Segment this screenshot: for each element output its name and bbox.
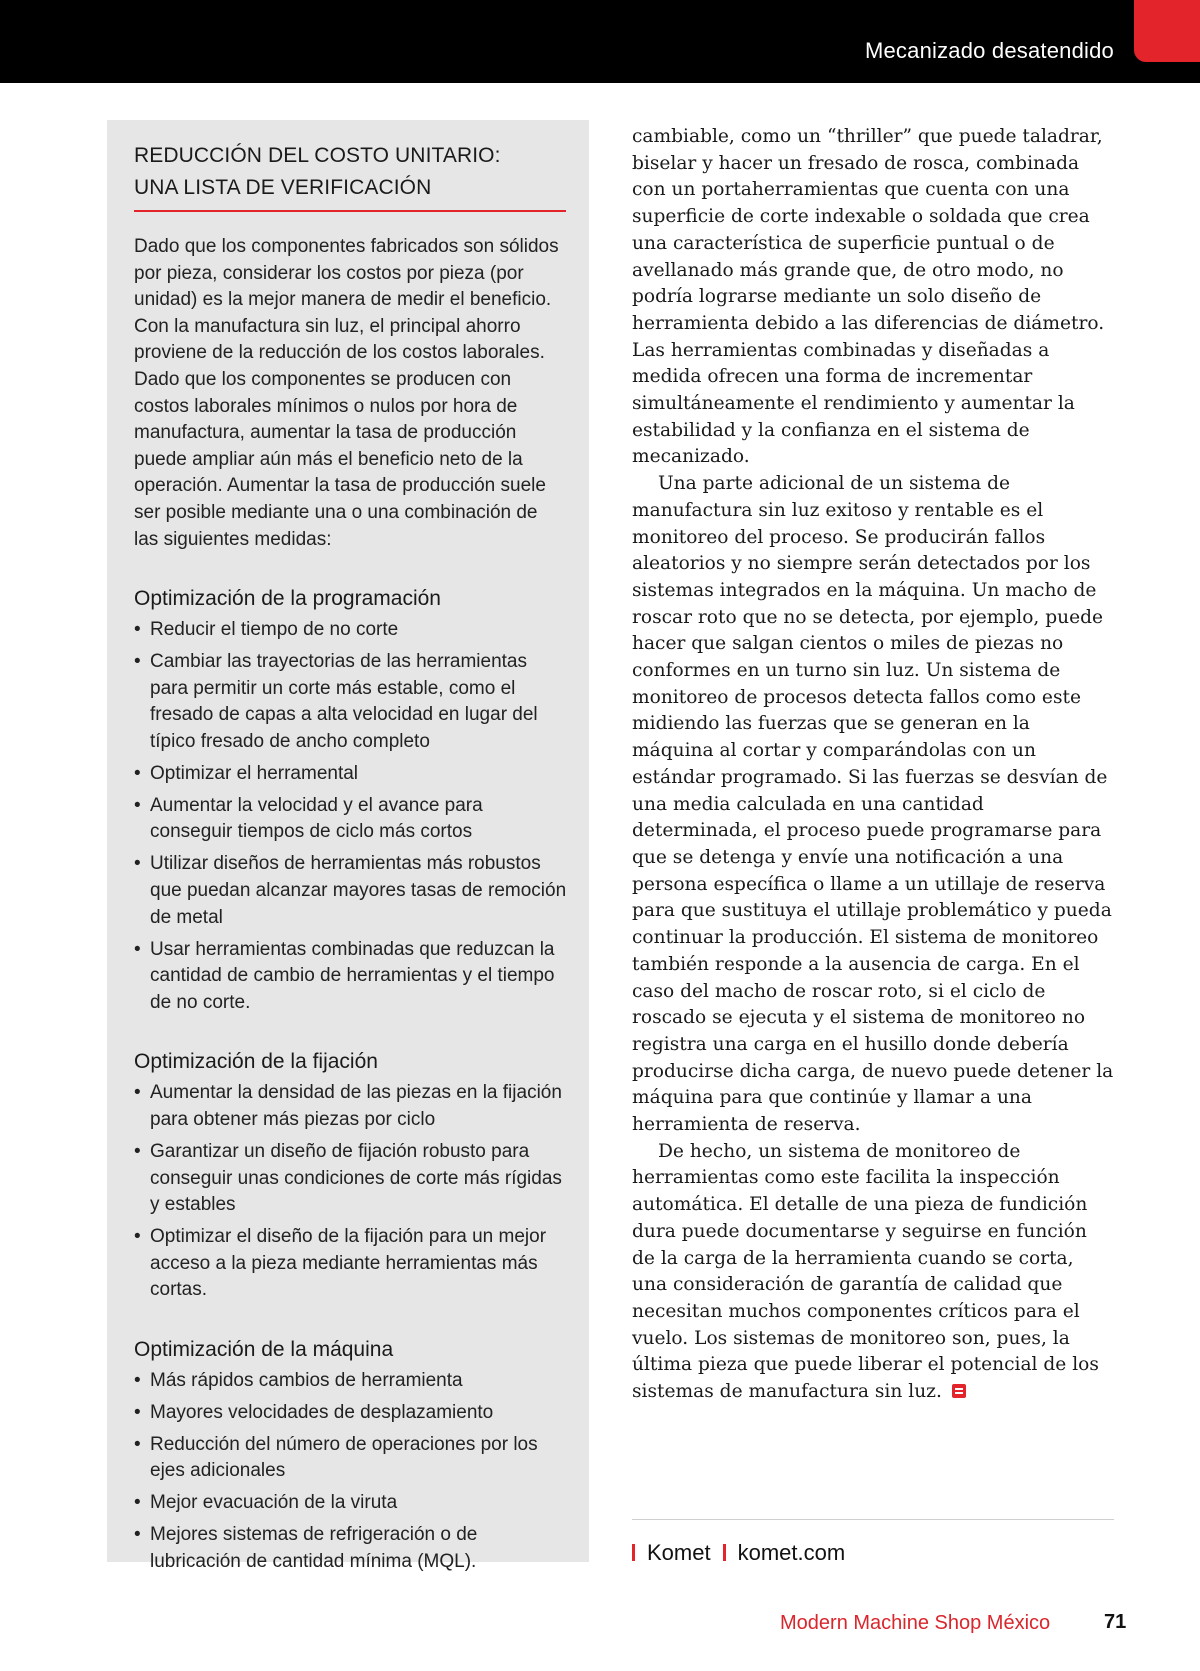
programming-list <box>134 617 567 1016</box>
list-item: • Mayores velocidades de desplazamiento <box>134 1400 567 1427</box>
list-item: • Utilizar diseños de herramientas más robustos que puedan alcanzar mayores tasas de remoción de metal <box>134 851 567 931</box>
credits-line <box>632 1540 845 1566</box>
list-item: • Reducir el tiempo de no corte <box>134 617 567 644</box>
credits-divider <box>632 1519 1114 1520</box>
sidebar-title-line-1: REDUCCIÓN DEL COSTO UNITARIO: <box>134 144 501 167</box>
article-body <box>632 124 1114 1406</box>
list-item: • Mejor evacuación de la viruta <box>134 1490 567 1517</box>
fixturing-list <box>134 1080 567 1304</box>
list-item: • Optimizar el herramental <box>134 761 567 788</box>
article-paragraph: Una parte adicional de un sistema de manufactura sin luz exitoso y rentable es el monitoreo del proceso. Se producirán fallos aleatorios y no siempre serán detectados por los sistemas integrados en la máquina. Un macho de roscar roto que no se detecta, por ejemplo, puede hacer que salgan cientos o miles de piezas no conformes en un turno sin luz. Un sistema de monitoreo de procesos detecta fallos como este midiendo las fuerzas que se generan en la máquina al cortar y comparándolas con un estándar programado. Si las fuerzas se desvían de una media calculada en una cantidad determinada, el proceso puede programarse para que se detenga y envíe una notificación a una persona específica o llame a un utillaje de reserva para que sustituya el utillaje problemático y pueda continuar la producción. El sistema de monitoreo también responde a la ausencia de carga. En el caso del macho de roscar roto, si el ciclo de roscado se ejecuta y el sistema de monitoreo no registra una carga en el husillo donde debería producirse dicha carga, de nuevo puede detener la máquina para que continúe y llamar a una herramienta de reserva. <box>632 473 1114 1136</box>
article-paragraph: cambiable, como un “thriller” que puede taladrar, biselar y hacer un fresado de rosca, combinada con un portaherramientas que cuenta con una superficie de corte indexable o soldada que crea una característica de superficie puntual o de avellanado más grande que, de otro modo, no podría lograrse mediante un solo diseño de herramienta debido a las diferencias de diámetro. Las herramientas combinadas y diseñadas a medida ofrecen una forma de incrementar simultáneamente el rendimiento y aumentar la estabilidad y la confianza en el sistema de mecanizado. <box>632 126 1105 468</box>
credit-website[interactable]: komet.com <box>737 1540 846 1565</box>
list-item: • Reducción del número de operaciones por los ejes adicionales <box>134 1432 567 1485</box>
section-heading-programming: Optimización de la programación <box>134 587 441 611</box>
checklist-sidebar <box>107 120 589 1573</box>
red-bar-icon <box>632 1544 635 1561</box>
list-item: • Mejores sistemas de refrigeración o de lubricación de cantidad mínima (MQL). <box>134 1522 567 1575</box>
sidebar-intro: Dado que los componentes fabricados son sólidos por pieza, considerar los costos por pieza (por unidad) es la mejor manera de medir el beneficio. Con la manufactura sin luz, el principal ahorro proviene de la reducción de los costos laborales. Dado que los componentes se producen con costos laborales mínimos o nulos por hora de manufactura, aumentar la tasa de producción puede ampliar aún más el beneficio neto de la operación. Aumentar la tasa de producción suele ser posible mediante una o una combinación de las siguientes medidas: <box>134 236 559 550</box>
sidebar-title <box>134 140 567 204</box>
article-end-icon <box>952 1384 966 1398</box>
sidebar-title-line-2: UNA LISTA DE VERIFICACIÓN <box>134 176 432 199</box>
list-item: • Usar herramientas combinadas que reduzcan la cantidad de cambio de herramientas y el tiempo de no corte. <box>134 937 567 1017</box>
page-number: 71 <box>1104 1611 1127 1633</box>
article-paragraph-text: De hecho, un sistema de monitoreo de herramientas como este facilita la inspección automática. El detalle de una pieza de fundición dura puede documentarse y seguirse en función de la carga de la herramienta cuando se corta, una consideración de garantía de calidad que necesitan muchos componentes críticos para el vuelo. Los sistemas de monitoreo son, pues, la última pieza que puede liberar el potencial de los sistemas de manufactura sin luz. <box>632 1140 1099 1403</box>
list-item: • Cambiar las trayectorias de las herramientas para permitir un corte más estable, como el fresado de capas a alta velocidad en lugar del típico fresado de ancho completo <box>134 649 567 755</box>
list-item: • Optimizar el diseño de la fijación para un mejor acceso a la pieza mediante herramientas más cortas. <box>134 1224 567 1304</box>
section-title: Mecanizado desatendido <box>864 38 1114 63</box>
list-item: • Garantizar un diseño de fijación robusto para conseguir unas condiciones de corte más rígidas y estables <box>134 1139 567 1219</box>
section-heading-fixturing: Optimización de la fijación <box>134 1050 378 1074</box>
list-item: • Aumentar la densidad de las piezas en la fijación para obtener más piezas por ciclo <box>134 1080 567 1133</box>
list-item: • Aumentar la velocidad y el avance para conseguir tiempos de ciclo más cortos <box>134 793 567 846</box>
sidebar-title-rule <box>134 210 566 212</box>
section-heading-machine: Optimización de la máquina <box>134 1337 394 1361</box>
machine-list <box>134 1368 567 1576</box>
red-bar-icon <box>723 1544 726 1561</box>
header-accent-tab <box>1134 0 1200 62</box>
list-item: • Más rápidos cambios de herramienta <box>134 1368 567 1395</box>
magazine-name: Modern Machine Shop México <box>780 1612 1051 1634</box>
credit-company: Komet <box>647 1540 711 1565</box>
article-paragraph-last <box>632 1139 1114 1406</box>
